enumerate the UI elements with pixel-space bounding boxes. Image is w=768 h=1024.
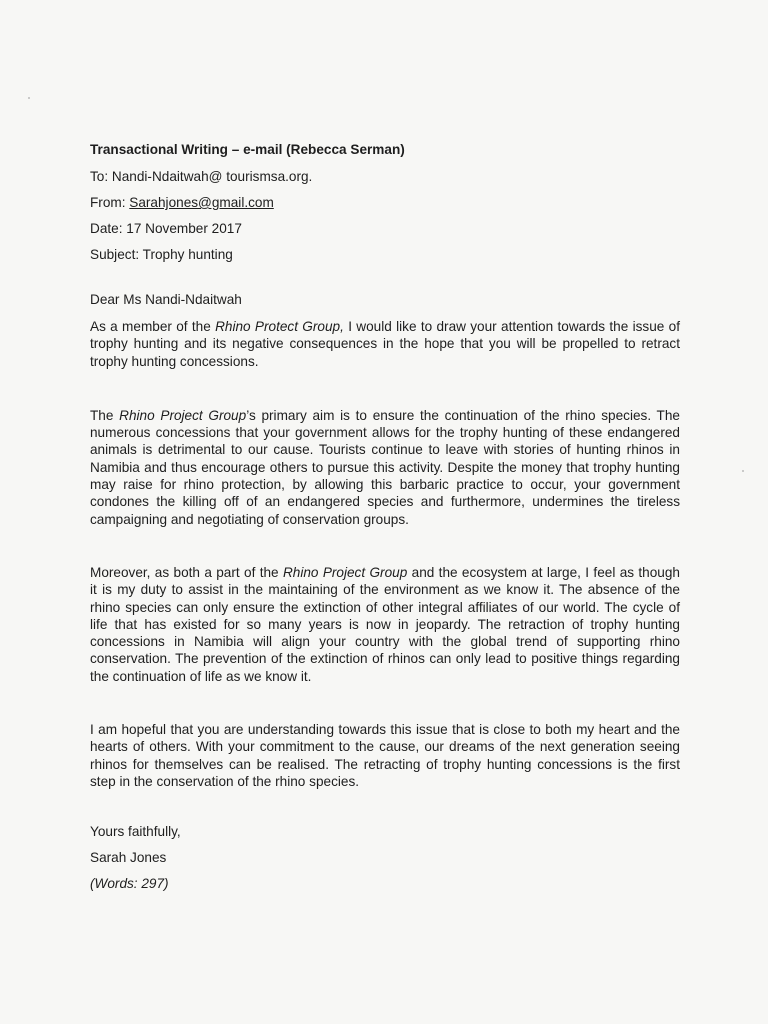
subject-line: Subject: Trophy hunting — [90, 247, 233, 262]
paragraph-4: I am hopeful that you are understanding towards this issue that is close to both my heart and the hearts of others. With your commitment to the cause, our dreams of the next generation seeing rhinos for themselves can be realised. The retracting of trophy hunting concessions is the first step in the conservation of the rhino species. — [90, 722, 680, 789]
p3-group-name: Rhino Project Group — [282, 564, 408, 580]
signature-name: Sarah Jones — [90, 850, 167, 866]
p3-text-b: and the ecosystem at large, I feel as though it is my duty to assist in the maintaining of the environment as we know it. The absence of the rhino species can only ensure the extinction of other integral affiliates of our world. The cycle of life that has existed for so many years is now in jeopardy. The retraction of trophy hunting concessions in Namibia will align your country with the global trend of supporting rhino conservation. The prevention of the extinction of rhinos can only lead to positive things regarding the continuation of life as we know it. — [90, 564, 680, 684]
scan-speck — [742, 470, 744, 472]
from-label: From: — [90, 195, 130, 210]
to-line: To: Nandi-Ndaitwah@ tourismsa.org. — [90, 169, 313, 184]
p3-text-a: Moreover, as both a part of the — [90, 564, 283, 580]
from-email-link[interactable]: Sarahjones@gmail.com — [129, 195, 274, 210]
p1-text-a: As a member of the — [90, 319, 216, 334]
closing: Yours faithfully, — [90, 824, 181, 840]
sign-off — [90, 823, 680, 892]
word-count: (Words: 297) — [90, 876, 169, 892]
paragraph-1 — [90, 318, 680, 370]
date-line: Date: 17 November 2017 — [90, 221, 242, 236]
p2-text-a: The — [90, 407, 120, 423]
salutation: Dear Ms Nandi-Ndaitwah — [90, 292, 242, 307]
p1-text-b: I would like to draw your attention towards the issue of trophy hunting and its negative consequences in the hope that you will be propelled to retract trophy hunting concessions. — [90, 319, 680, 369]
from-line — [90, 194, 680, 211]
p2-text-b: ’s primary aim is to ensure the continuation of the rhino species. The numerous concessions that your government allows for the trophy hunting of these endangered animals is detrimental to our cause. Tourists continue to leave with stories of hunting rhinos in Namibia and thus encourage others to pursue this activity. Despite the money that trophy hunting may raise for rhino protection, by allowing this barbaric practice to occur, your government condones the killing off of an endangered species and furthermore, undermines the tireless campaigning and negotiating of conservation groups. — [90, 407, 680, 527]
paragraph-2 — [90, 407, 680, 528]
document-title: Transactional Writing – e-mail (Rebecca Serman) — [90, 142, 405, 157]
paragraph-3 — [90, 564, 680, 685]
p2-group-name: Rhino Project Group — [119, 407, 247, 423]
email-document — [90, 141, 680, 901]
p1-group-name: Rhino Protect Group, — [215, 319, 344, 334]
scan-speck — [28, 97, 30, 99]
